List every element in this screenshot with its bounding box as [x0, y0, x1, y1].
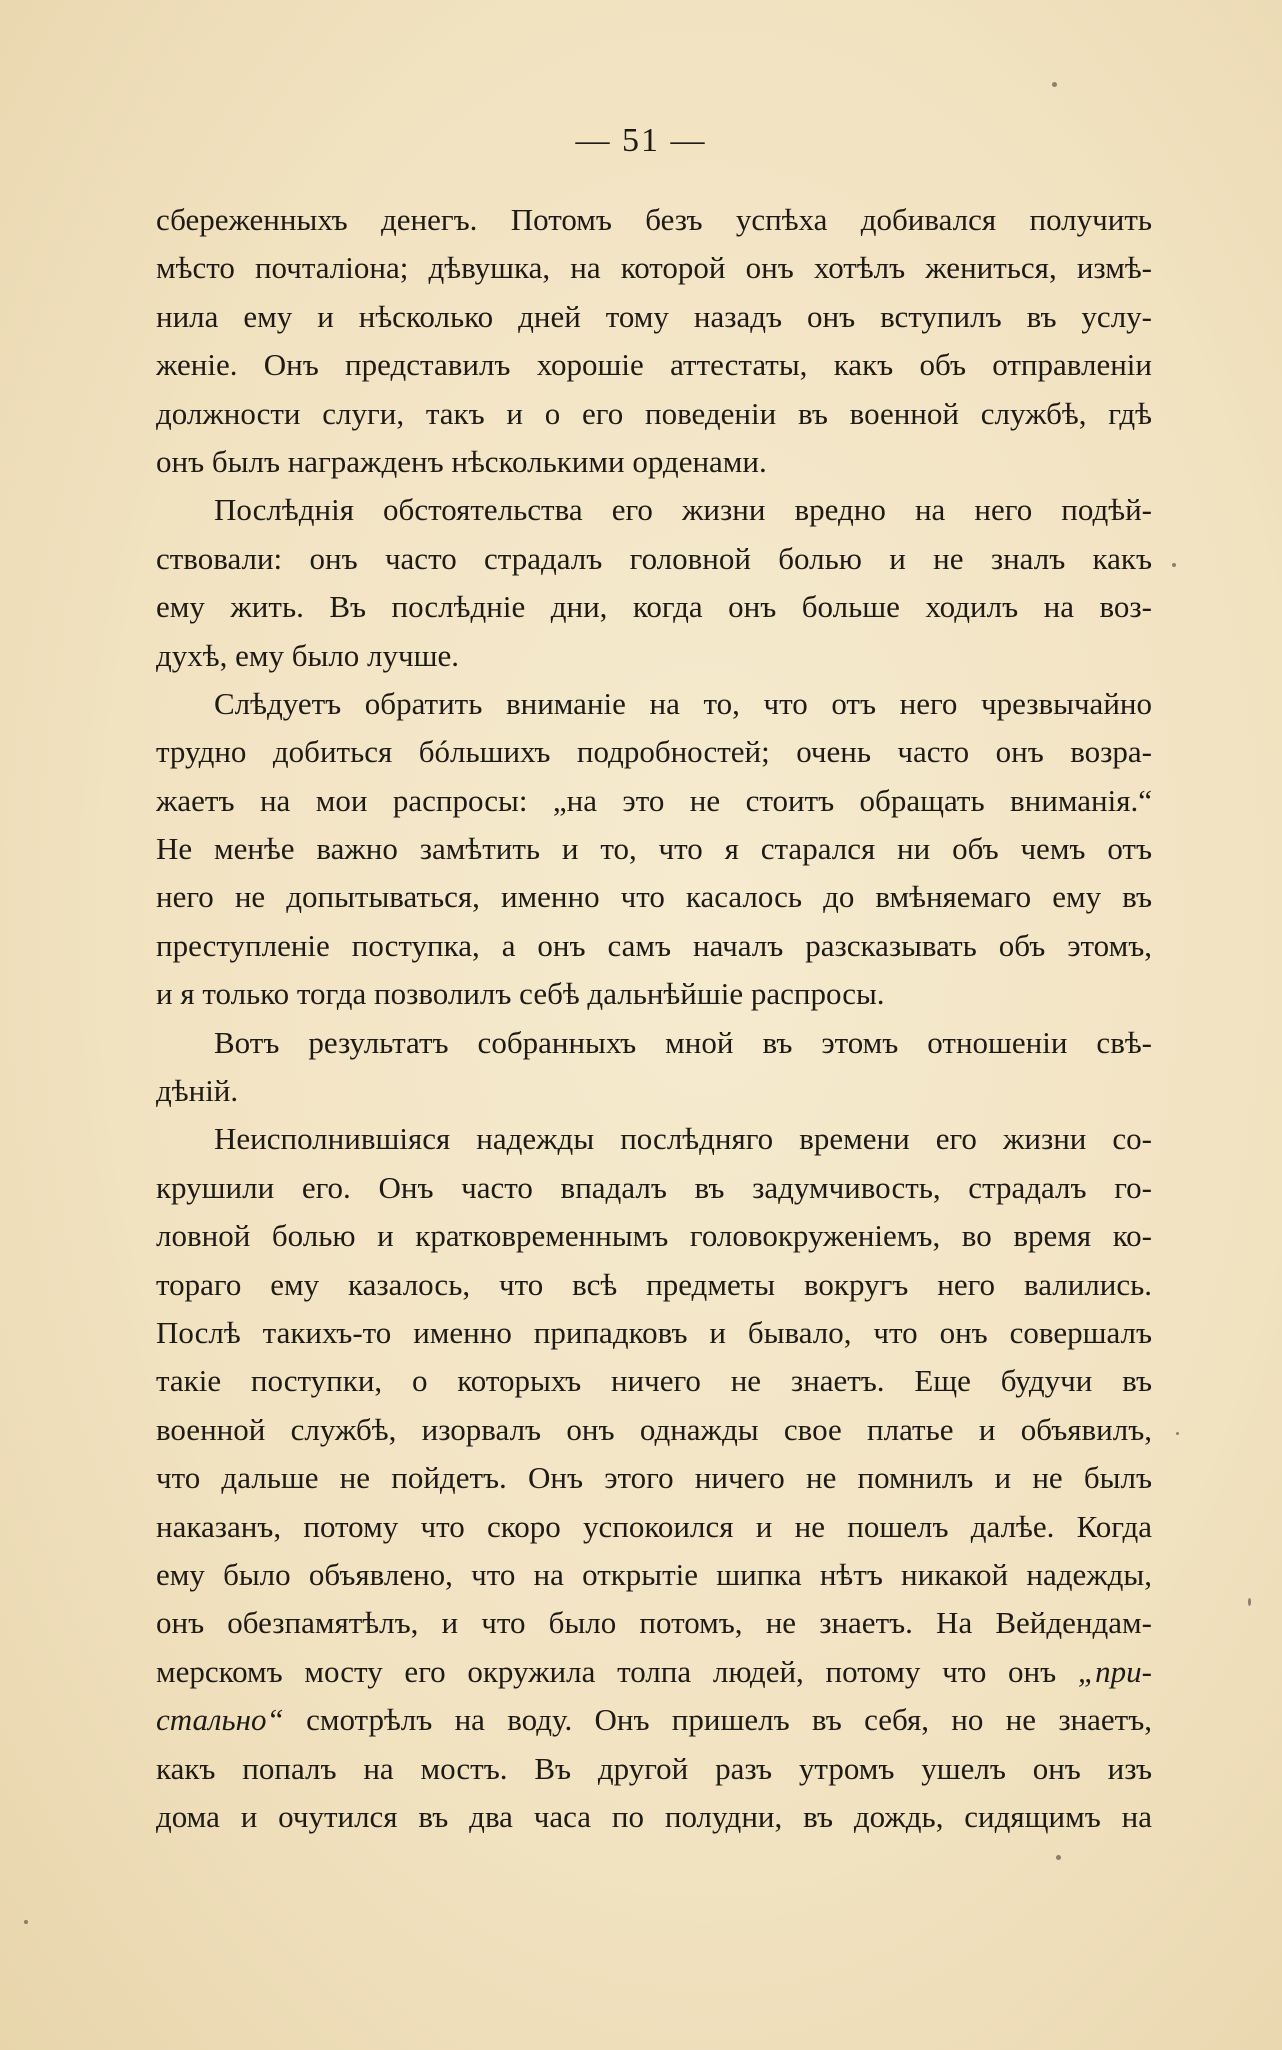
text-line: крушили его. Онъ часто впадалъ въ задумчивость, страдалъ го-: [156, 1169, 1152, 1205]
text-line: женіе. Онъ представилъ хорошіе аттестаты, какъ объ отправленіи: [156, 347, 1152, 383]
text-line: дома и очутился въ два часа по полудни, въ дождь, сидящимъ на: [156, 1798, 1152, 1834]
paragraph-5: [156, 1115, 1152, 1841]
scan-speck: [24, 1920, 28, 1924]
text-line: нила ему и нѣсколько дней тому назадъ онъ вступилъ въ услу-: [156, 298, 1152, 334]
text-line: онъ обезпамятѣлъ, и что было потомъ, не знаетъ. На Вейдендам-: [156, 1605, 1152, 1641]
scan-speck: [1248, 1598, 1251, 1606]
text-line: и я только тогда позволилъ себѣ дальнѣйшіе распросы.: [156, 976, 885, 1012]
text-line: какъ попалъ на мостъ. Въ другой разъ утромъ ушелъ онъ изъ: [156, 1750, 1152, 1786]
page-number: — 51 —: [575, 122, 707, 159]
text-segment: мерскомъ мосту его окружила толпа людей, потому что онъ: [156, 1653, 1078, 1689]
text-segment: смотрѣлъ на воду. Онъ пришелъ въ себя, но не знаетъ,: [283, 1702, 1152, 1738]
text-line: Послѣднія обстоятельства его жизни вредно на него подѣй-: [214, 492, 1152, 528]
body-text: [156, 196, 1152, 1841]
text-line: Слѣдуетъ обратить вниманіе на то, что отъ него чрезвычайно: [214, 685, 1152, 721]
italic-segment: „при-: [1077, 1653, 1152, 1689]
scan-speck: [1176, 1432, 1179, 1435]
text-line: что дальше не пойдетъ. Онъ этого ничего не помнилъ и не былъ: [156, 1460, 1152, 1496]
text-line: Неисполнившіяся надежды послѣдняго времени его жизни со-: [214, 1121, 1152, 1157]
scan-speck: [1052, 82, 1057, 87]
text-line: сбереженныхъ денегъ. Потомъ безъ успѣха добивался получить: [156, 202, 1152, 237]
paragraph-4: [156, 1019, 1152, 1116]
text-line: такіе поступки, о которыхъ ничего не знаетъ. Еще будучи въ: [156, 1363, 1152, 1399]
text-line: военной службѣ, изорвалъ онъ однажды свое платье и объявилъ,: [156, 1411, 1152, 1447]
text-line: ему жить. Въ послѣдніе дни, когда онъ больше ходилъ на воз-: [156, 589, 1152, 625]
text-line: преступленіе поступка, а онъ самъ началъ разсказывать объ этомъ,: [156, 927, 1152, 963]
text-line: Послѣ такихъ-то именно припадковъ и бывало, что онъ совершалъ: [156, 1314, 1152, 1350]
text-line: онъ былъ награжденъ нѣсколькими орденами.: [156, 443, 767, 479]
scan-speck: [1172, 563, 1176, 567]
text-line: жаетъ на мои распросы: „на это не стоитъ обращать вниманія.“: [156, 782, 1152, 818]
text-line: Не менѣе важно замѣтить и то, что я старался ни объ чемъ отъ: [156, 831, 1152, 867]
paragraph-3: [156, 680, 1152, 1019]
text-line: наказанъ, потому что скоро успокоился и не пошелъ далѣе. Когда: [156, 1508, 1152, 1544]
text-line-with-italic: [156, 1696, 1152, 1744]
text-line: духѣ, ему было лучше.: [156, 637, 459, 673]
text-line: него не допытываться, именно что касалось до вмѣняемаго ему въ: [156, 879, 1152, 915]
paragraph-2: [156, 486, 1152, 680]
text-line: ему было объявлено, что на открытіе шипка нѣтъ никакой надежды,: [156, 1556, 1152, 1592]
text-line: ствовали: онъ часто страдалъ головной болью и не зналъ какъ: [156, 540, 1152, 576]
text-line: Вотъ результатъ собранныхъ мной въ этомъ отношеніи свѣ-: [214, 1024, 1152, 1060]
text-line-with-italic: [156, 1648, 1152, 1696]
italic-segment: стально“: [156, 1702, 284, 1738]
text-line: дѣній.: [156, 1073, 239, 1109]
text-line: мѣсто почталіона; дѣвушка, на которой онъ хотѣлъ жениться, измѣ-: [156, 250, 1152, 286]
text-line: трудно добиться бóльшихъ подробностей; очень часто онъ возра-: [156, 734, 1152, 770]
text-line: должности слуги, такъ и о его поведеніи въ военной службѣ, гдѣ: [156, 395, 1152, 431]
text-line: ловной болью и кратковременнымъ головокруженіемъ, во время ко-: [156, 1218, 1152, 1254]
scan-speck: [1056, 1855, 1061, 1860]
text-line: тораго ему казалось, что всѣ предметы вокругъ него валились.: [156, 1266, 1152, 1302]
paragraph-1: [156, 196, 1152, 486]
